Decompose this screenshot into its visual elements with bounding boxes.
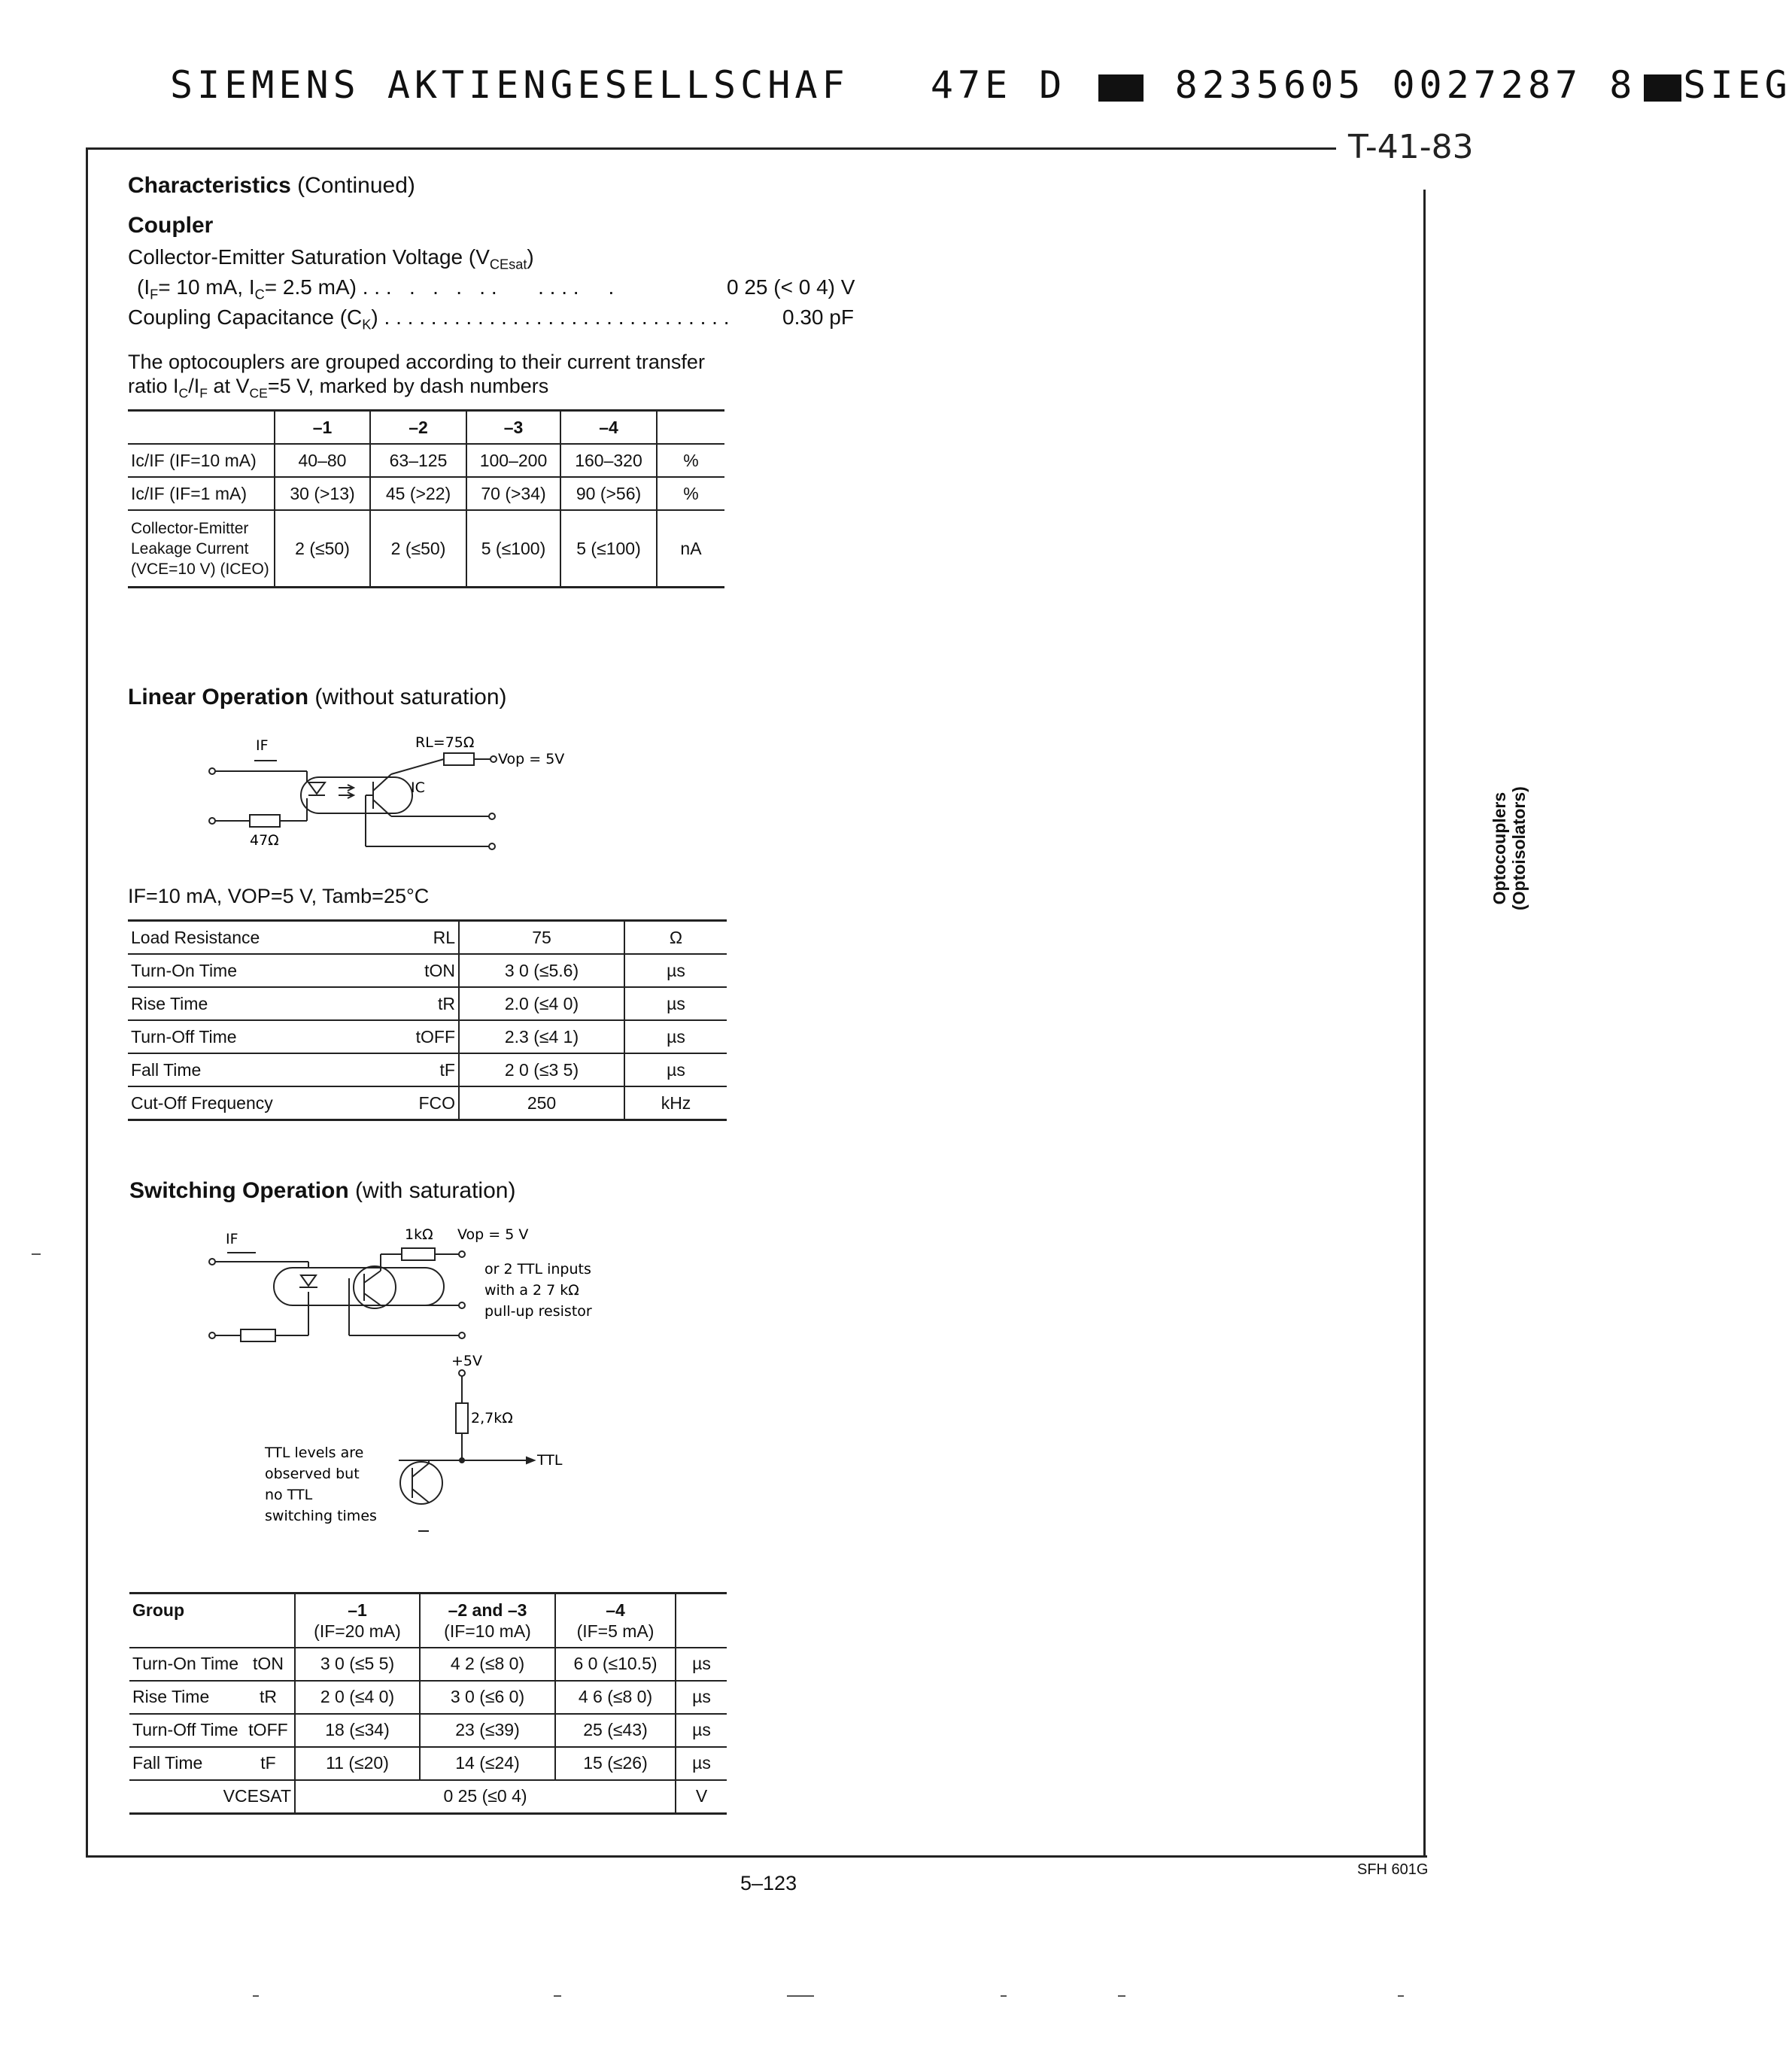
scan-mark xyxy=(787,1995,814,1997)
part-number: SFH 601G xyxy=(1357,1861,1429,1878)
circuit-label-vop: Vop = 5 V xyxy=(457,1226,529,1243)
side-label-line-2: (Optoisolators) xyxy=(1509,786,1529,910)
circuit-label-1kohm: 1kΩ xyxy=(405,1226,433,1243)
circuit-label-plus5v: +5V xyxy=(451,1353,483,1369)
ttl-note-line-3: pull-up resistor xyxy=(484,1303,592,1320)
ctr-header-2: –2 xyxy=(370,411,466,445)
linear-table xyxy=(128,919,727,1121)
table-row: Turn-On Time tON 3 0 (≤5 5) 4 2 (≤8 0) 6 0 (≤10.5) µs xyxy=(129,1648,727,1681)
section-title-characteristics xyxy=(128,173,415,199)
table-row: Turn-Off Time tOFF 18 (≤34) 23 (≤39) 25 (≤43) µs xyxy=(129,1714,727,1747)
table-row: Group –1 (IF=20 mA) –2 and –3 (IF=10 mA) –4 (IF=5 mA) xyxy=(129,1594,727,1648)
scan-mark xyxy=(1398,1995,1404,1997)
table-row: Turn-Off Time tOFF 2.3 (≤4 1) µs xyxy=(128,1020,727,1053)
linear-conditions: IF=10 mA, VOP=5 V, Tamb=25°C xyxy=(128,885,430,907)
coupling-capacitance-value: 0.30 pF xyxy=(782,305,854,329)
ttl-levels-line-4: switching times xyxy=(265,1508,377,1524)
table-row: Fall Time tF 11 (≤20) 14 (≤24) 15 (≤26) µs xyxy=(129,1747,727,1780)
circuit-label-if: IF xyxy=(226,1231,238,1247)
scan-mark xyxy=(253,1995,259,1997)
ttl-levels-line-3: no TTL xyxy=(265,1487,313,1503)
table-row xyxy=(128,411,724,445)
ttl-levels-line-1: TTL levels are xyxy=(265,1445,364,1461)
ctr-row-label: Ic/IF (IF=10 mA) xyxy=(128,444,275,477)
group-text-line-2: ratio $I_C/I_F$ at $V_{CE}=5$ V, marked by dash numbers xyxy=(128,375,549,401)
circuit-label-if: IF xyxy=(256,737,269,754)
switching-table xyxy=(129,1592,727,1815)
vcesat-label: Collector-Emitter Saturation Voltage $(V_{CEsat})$ xyxy=(128,245,534,272)
ttl-levels-line-2: observed but xyxy=(265,1466,360,1482)
table-row: Rise Time tR 2.0 (≤4 0) µs xyxy=(128,987,727,1020)
ctr-header-4: –4 xyxy=(560,411,657,445)
switching-circuit-diagram xyxy=(203,1223,639,1539)
circuit-label-ic: IC xyxy=(411,779,425,796)
circuit-label-47ohm: 47Ω xyxy=(250,832,279,849)
scan-mark xyxy=(32,1253,41,1255)
header-code-3: SIEG xyxy=(1683,63,1792,107)
ctr-row-label: Collector-Emitter Leakage Current (VCE=10 V) (ICEO) xyxy=(128,510,275,588)
linear-circuit-diagram xyxy=(203,726,564,861)
table-row: VCESAT 0 25 (≤0 4) V xyxy=(129,1780,727,1814)
table-row: Load Resistance RL 75 Ω xyxy=(128,921,727,955)
group-text-line-1: The optocouplers are grouped according to their current transfer xyxy=(128,351,705,373)
section-title-linear: Linear Operation (without saturation) xyxy=(128,685,507,709)
ctr-header-3: –3 xyxy=(466,411,560,445)
ctr-row-label: Ic/IF (IF=1 mA) xyxy=(128,477,275,510)
table-row: Collector-Emitter Leakage Current (VCE=10 V) (ICEO) 2 (≤50) 2 (≤50) 5 (≤100) 5 (≤100) nA xyxy=(128,510,724,588)
side-label-line-1: Optocouplers xyxy=(1490,791,1509,905)
table-row: Ic/IF (IF=1 mA) 30 (>13) 45 (>22) 70 (>34) 90 (>56) % xyxy=(128,477,724,510)
circuit-label-ttl: TTL xyxy=(537,1452,563,1469)
section-title-switching: Switching Operation (with saturation) xyxy=(129,1178,516,1203)
black-block-mark xyxy=(1098,74,1144,102)
vcesat-conditions: ($I_F= 10$ mA, $I_C= 2.5$ mA) . . . . . . . . . . . . . xyxy=(137,275,615,302)
characteristics-title: Characteristics xyxy=(128,173,291,198)
vcesat-value: 0 25 (< 0 4) V xyxy=(727,275,855,299)
ttl-note-line-1: or 2 TTL inputs xyxy=(484,1261,591,1278)
ctr-group-table xyxy=(128,409,724,588)
side-label xyxy=(1490,786,1529,910)
table-row: Ic/IF (IF=10 mA) 40–80 63–125 100–200 160–320 % xyxy=(128,444,724,477)
table-row: Fall Time tF 2 0 (≤3 5) µs xyxy=(128,1053,727,1086)
table-row: Turn-On Time tON 3 0 (≤5.6) µs xyxy=(128,954,727,987)
characteristics-title-rest: (Continued) xyxy=(297,173,415,198)
header-code-1: 47E D xyxy=(930,63,1067,107)
black-block-mark xyxy=(1644,74,1681,102)
circuit-label-2-7kohm: 2,7kΩ xyxy=(471,1410,513,1426)
table-row: Cut-Off Frequency FCO 250 kHz xyxy=(128,1086,727,1120)
scan-mark xyxy=(554,1995,561,1997)
page-number: 5–123 xyxy=(740,1872,797,1894)
coupler-heading: Coupler xyxy=(128,213,214,238)
header-company: SIEMENS AKTIENGESELLSCHAF xyxy=(170,63,849,107)
table-row: Rise Time tR 2 0 (≤4 0) 3 0 (≤6 0) 4 6 (≤8 0) µs xyxy=(129,1681,727,1714)
handwritten-code: T-41-83 xyxy=(1348,128,1474,166)
scan-mark xyxy=(1118,1995,1125,1997)
document-header xyxy=(170,63,1792,107)
coupling-capacitance-label: Coupling Capacitance $(C_K)$ . . . . . . . . . . . . . . . . . . . . . . . . . . . . . . xyxy=(128,305,730,333)
ctr-header-1: –1 xyxy=(275,411,370,445)
circuit-label-vop: Vop = 5V xyxy=(498,751,565,767)
header-code-2: 8235605 0027287 8 xyxy=(1174,63,1637,107)
scan-mark xyxy=(1001,1995,1007,1997)
frame-right-border xyxy=(1423,190,1426,1855)
circuit-label-rl: RL=75Ω xyxy=(415,734,475,751)
ttl-note-line-2: with a 2 7 kΩ xyxy=(484,1282,579,1299)
